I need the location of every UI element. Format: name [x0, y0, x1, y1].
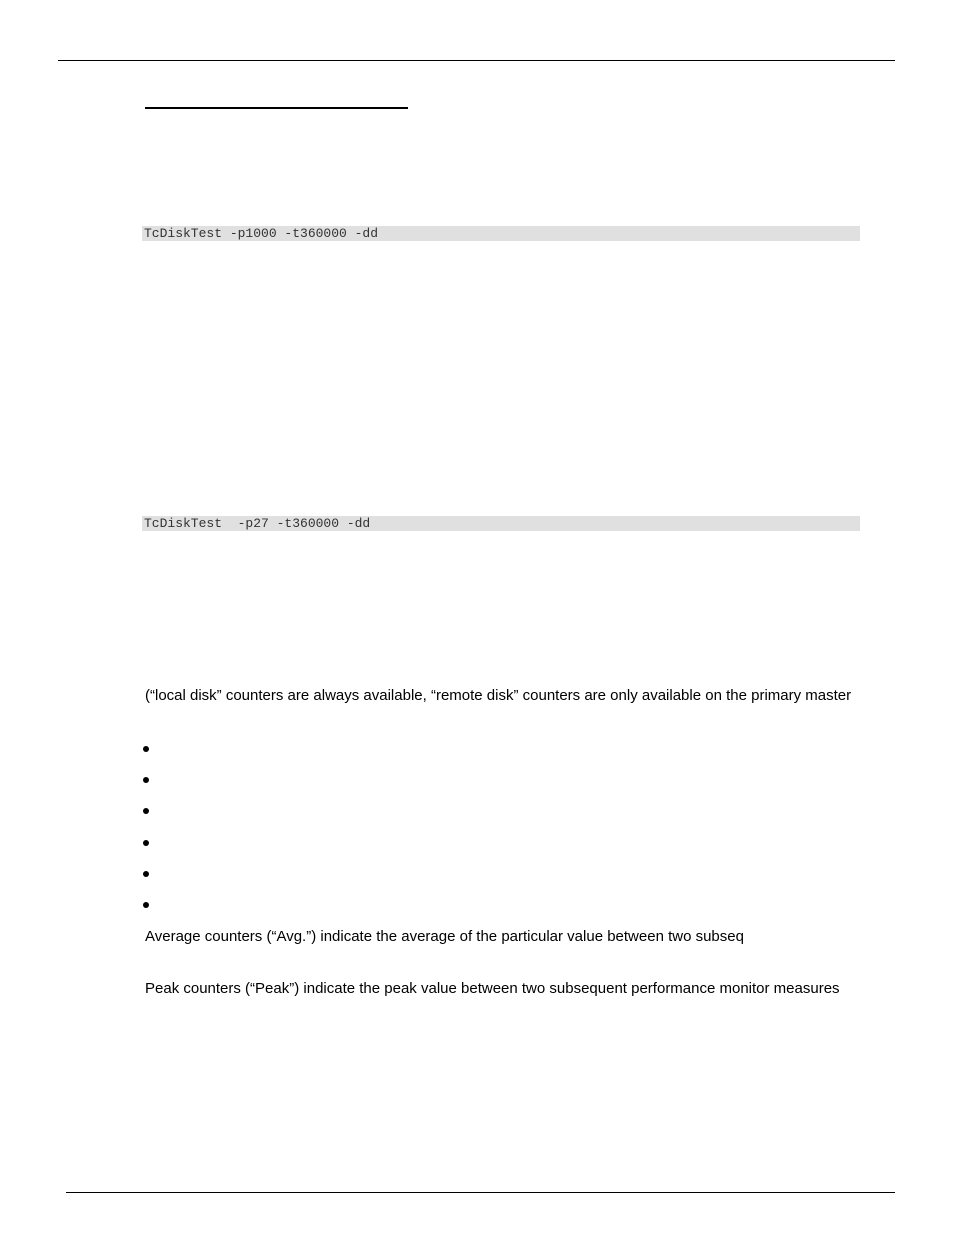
average-counters-paragraph: Average counters (“Avg.”) indicate the average of the particular value between two subseq: [145, 928, 744, 945]
bullet-point: [143, 840, 149, 846]
bullet-point: [143, 777, 149, 783]
header-rule: [58, 60, 895, 61]
bullet-point: [143, 808, 149, 814]
bullet-point: [143, 746, 149, 752]
bullet-point: [143, 871, 149, 877]
code-block-1: TcDiskTest -p1000 -t360000 -dd: [142, 226, 860, 241]
counters-note-paragraph: (“local disk” counters are always available, “remote disk” counters are only available on the primary master: [145, 687, 852, 704]
bullet-point: [143, 902, 149, 908]
code-block-2: TcDiskTest -p27 -t360000 -dd: [142, 516, 860, 531]
peak-counters-paragraph: Peak counters (“Peak”) indicate the peak value between two subsequent performance monitor measures: [145, 980, 840, 997]
footer-rule: [66, 1192, 895, 1193]
section-heading-underline: [145, 107, 408, 109]
